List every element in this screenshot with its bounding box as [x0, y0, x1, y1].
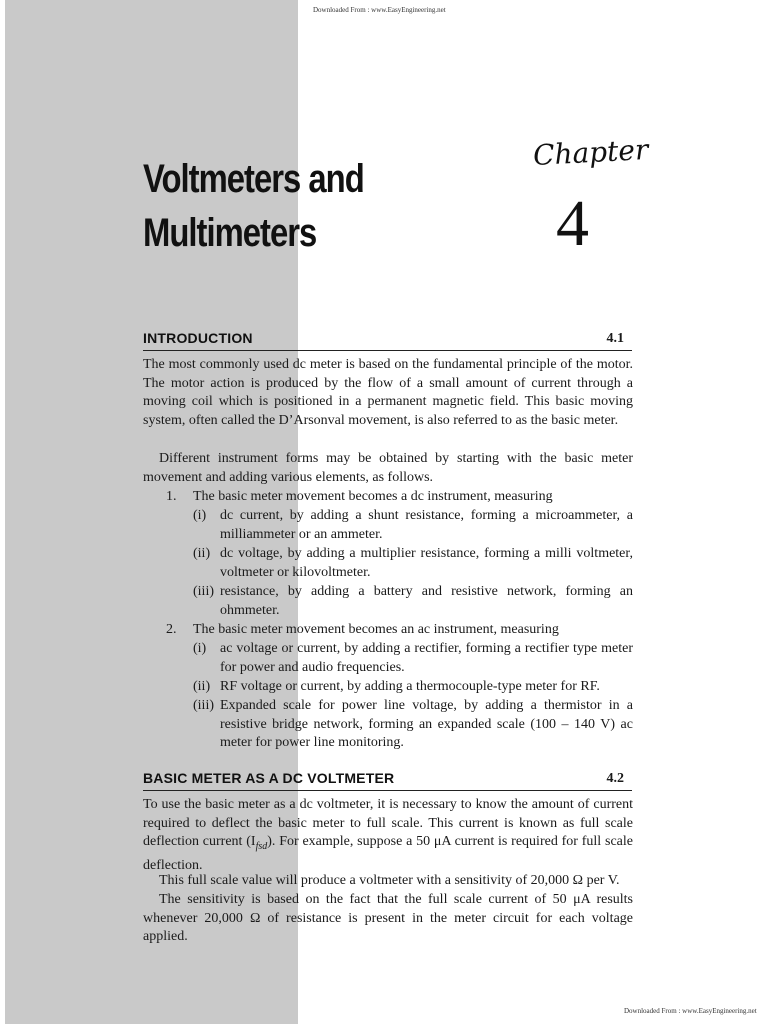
footer-download-note: Downloaded From : www.EasyEngineering.net — [624, 1007, 757, 1015]
section-heading-introduction — [143, 330, 632, 351]
subscript-fsd: fsd — [255, 841, 268, 853]
sublist-number: (iii) — [193, 584, 214, 599]
list-number: 1. — [166, 489, 177, 504]
sublist-number: (iii) — [193, 698, 214, 713]
chapter-label: Chapter — [532, 133, 650, 172]
sublist-number: (i) — [193, 508, 207, 523]
intro-paragraph-2: Different instrument forms may be obtained by starting with the basic meter movement and adding various elements, as follows. — [143, 451, 633, 485]
sublist-item: RF voltage or current, by adding a thermocouple-type meter for RF. — [220, 679, 600, 694]
dc-voltmeter-paragraph-3: The sensitivity is based on the fact that the full scale current of 50 μA results whenever 20,000 Ω of resistance is present in the meter circuit for each voltage applied. — [143, 892, 633, 945]
dc-voltmeter-paragraph-2: This full scale value will produce a voltmeter with a sensitivity of 20,000 Ω per V. — [159, 873, 620, 888]
paragraph-text: ). For example, suppose a 50 μA current is required for full scale deflection. — [143, 834, 633, 873]
sublist-number: (i) — [193, 641, 207, 656]
list-item: The basic meter movement becomes an ac instrument, measuring — [193, 622, 559, 637]
intro-paragraph-1: The most commonly used dc meter is based on the fundamental principle of the motor. The motor action is produced by the flow of a small amount of current through a moving coil which is positioned in a permanent magnetic field. This basic moving system, often called the D’Arsonval movement, is also referred to as the basic meter. — [143, 357, 633, 429]
section-number: 4.1 — [606, 331, 624, 346]
chapter-title-line1: Voltmeters and — [143, 157, 364, 201]
chapter-title-line2: Multimeters — [143, 211, 317, 255]
paragraph-text: To use the basic meter as a dc voltmeter, it is necessary to know the amount of current required to deflect the basic meter to full scale. This current is known as full scale deflection current (I — [143, 797, 633, 850]
sublist-item: resistance, by adding a battery and resistive network, forming an ohmmeter. — [220, 584, 633, 618]
sublist-number: (ii) — [193, 679, 211, 694]
dc-voltmeter-paragraph-1 — [143, 796, 633, 876]
sublist-item: ac voltage or current, by adding a rectifier, forming a rectifier type meter for power and audio frequencies. — [220, 641, 633, 675]
list-item: The basic meter movement becomes a dc instrument, measuring — [193, 489, 553, 504]
section-title: BASIC METER AS A DC VOLTMETER — [143, 770, 395, 786]
sublist-item: Expanded scale for power line voltage, by adding a thermistor in a resistive bridge network, forming an expanded scale (100 – 140 V) ac meter for power line monitoring. — [220, 698, 633, 751]
section-title: INTRODUCTION — [143, 330, 253, 346]
section-heading-dc-voltmeter — [143, 770, 632, 791]
sublist-number: (ii) — [193, 546, 211, 561]
sublist-item: dc current, by adding a shunt resistance, forming a microammeter, a milliammeter or an ammeter. — [220, 508, 633, 542]
chapter-title — [143, 152, 422, 260]
header-download-note: Downloaded From : www.EasyEngineering.net — [313, 6, 446, 14]
section-number: 4.2 — [606, 771, 624, 786]
sublist-item: dc voltage, by adding a multiplier resistance, forming a milli voltmeter, voltmeter or kilovoltmeter. — [220, 546, 633, 580]
chapter-number: 4 — [556, 187, 589, 260]
list-number: 2. — [166, 622, 177, 637]
